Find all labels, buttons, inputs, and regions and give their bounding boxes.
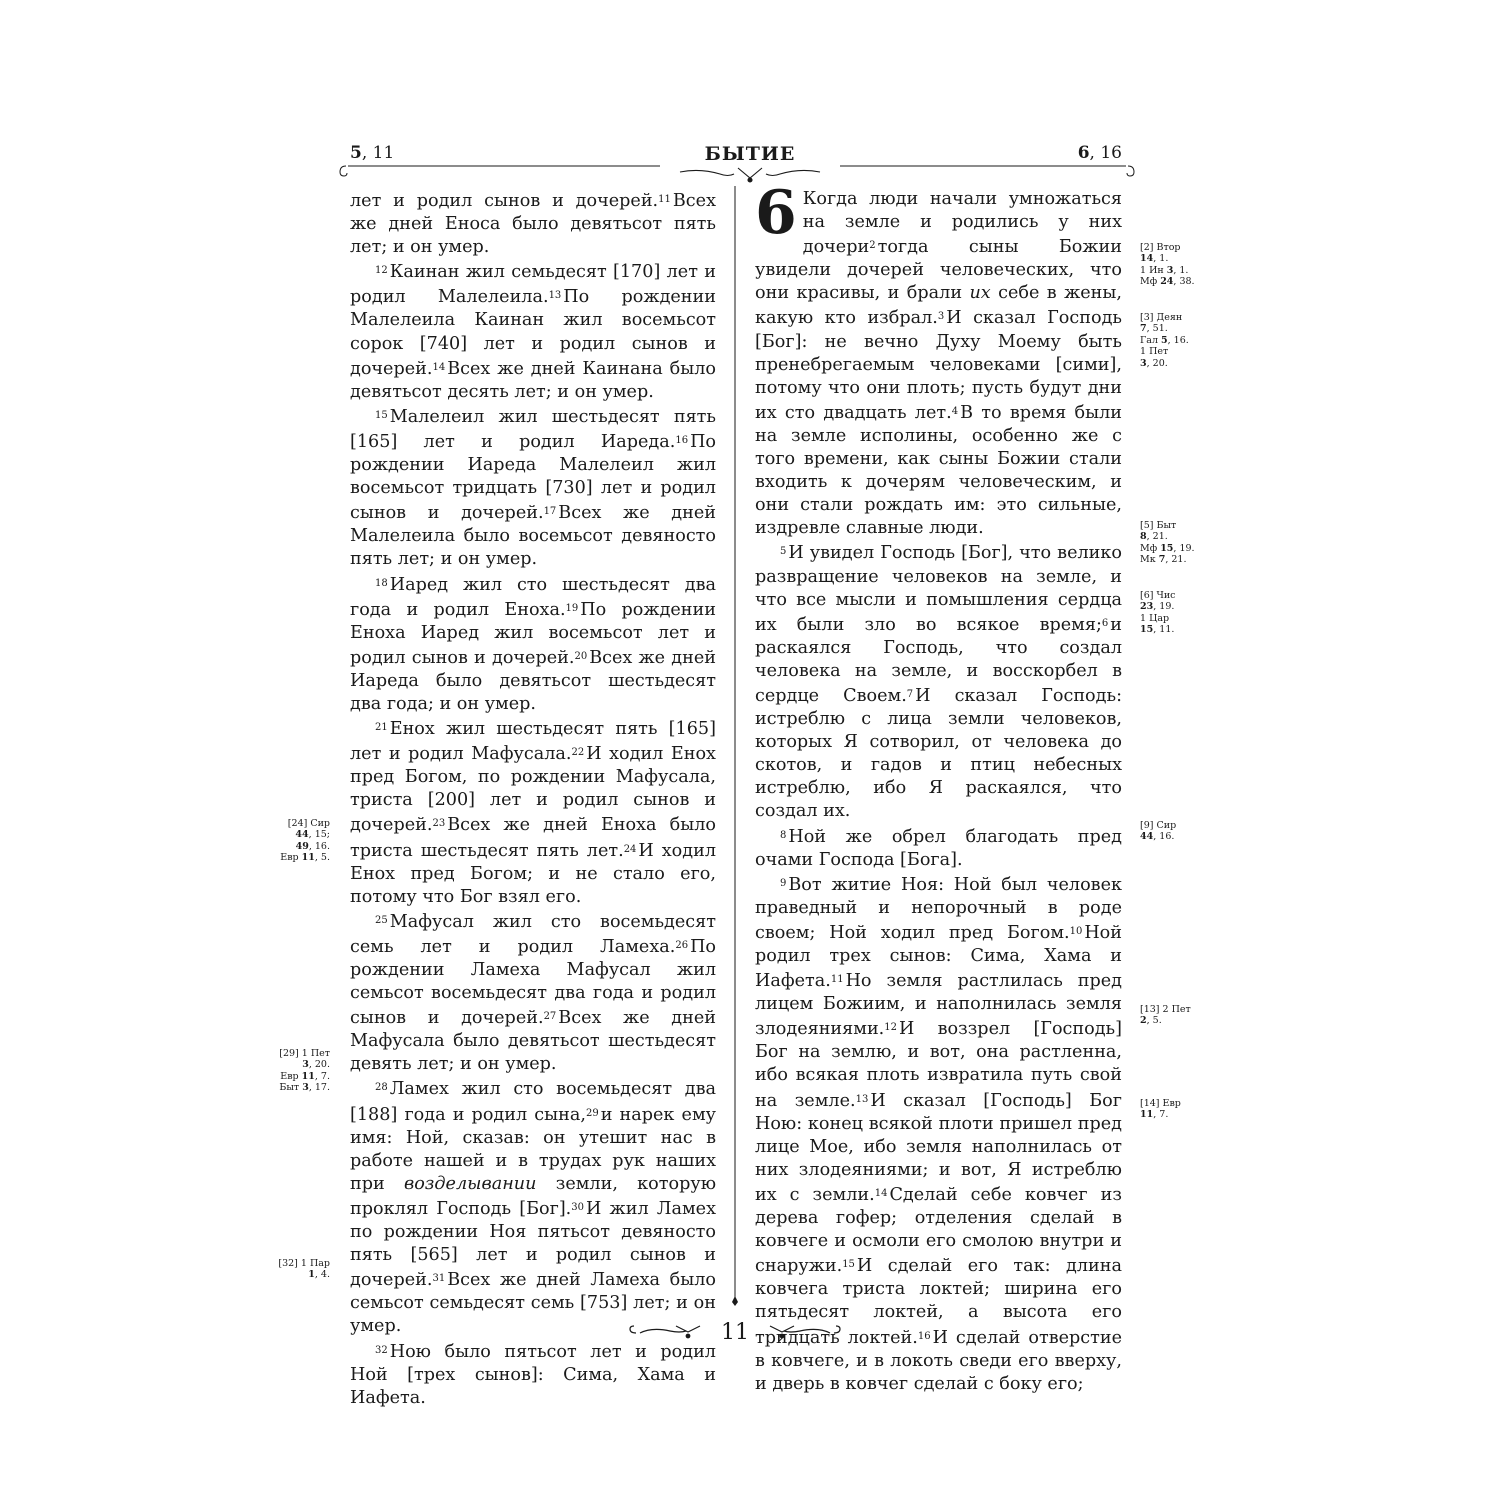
verse-paragraph bbox=[350, 188, 716, 259]
cross-reference-line bbox=[1140, 265, 1210, 276]
cross-reference-text: [6] Чис bbox=[1140, 590, 1176, 601]
cross-reference-chapter: 7 bbox=[1158, 554, 1166, 566]
cross-reference-text: , 11. bbox=[1153, 624, 1175, 636]
cross-reference-text: Мк bbox=[1140, 554, 1159, 566]
verse-text: и раскаялся Господь, что создал человека на земле, и восскорбел в сердце Своем. bbox=[755, 614, 1122, 706]
verse-text: Сделай себе ковчег из дерева гофер; отделения сделай в ковчеге и осмоли его смолою внутри и снаружи. bbox=[755, 1184, 1122, 1277]
page-number: 11 bbox=[721, 1320, 749, 1345]
cross-reference-line bbox=[1140, 613, 1210, 624]
cross-reference-line bbox=[1140, 242, 1210, 253]
cross-reference-line bbox=[1140, 820, 1210, 831]
verse-text: Енох жил шестьдесят пять [165] лет и родил Мафусала. bbox=[350, 719, 716, 765]
cross-reference-line bbox=[1140, 276, 1210, 287]
verse-number: 27 bbox=[543, 1011, 557, 1023]
verse-text: Всех же дней Мафусала было девятьсот шестьдесят девять лет; и он умер. bbox=[350, 1008, 716, 1075]
cross-reference-line bbox=[1140, 601, 1210, 612]
cross-reference-chapter: 3 bbox=[1166, 264, 1174, 276]
verse-paragraph bbox=[755, 540, 1122, 823]
cross-reference-chapter: 49 bbox=[295, 840, 309, 852]
cross-reference bbox=[260, 818, 330, 864]
verse-text: По рождении Малелеила Каинан жил восемьсот сорок [740] лет и родил сынов и дочерей. bbox=[350, 287, 716, 379]
header-rule bbox=[340, 166, 1134, 176]
cross-reference-text: , 16. bbox=[1167, 334, 1189, 346]
cross-reference-chapter: 23 bbox=[1140, 601, 1154, 613]
verse-number: 16 bbox=[917, 1330, 931, 1342]
verse-text: Когда люди начали умножаться на земле и родились у них дочери bbox=[802, 189, 1122, 258]
verse-text: Всех же дней Еноса было девятьсот пять лет; и он умер. bbox=[350, 191, 716, 258]
verse-number: 25 bbox=[375, 914, 388, 926]
cross-reference-line bbox=[1140, 358, 1210, 369]
cross-reference-line bbox=[1140, 531, 1210, 542]
cross-reference-chapter: 11 bbox=[1140, 1109, 1154, 1121]
cross-reference-text: [14] Евр bbox=[1140, 1098, 1181, 1109]
cross-reference bbox=[1140, 1098, 1210, 1121]
verse-text: И увидел Господь [Бог], что велико развращение человеков на земле, и что все мысли и помышления сердца их были зло во всякое время; bbox=[755, 543, 1122, 635]
verse-number: 12 bbox=[375, 265, 388, 277]
verse-text: Каинан жил семьдесят [170] лет и родил Малелеила. bbox=[350, 262, 716, 308]
cross-reference-line bbox=[1140, 520, 1210, 531]
verse-text: Ной родил трех сынов: Сима, Хама и Иафета. bbox=[755, 922, 1122, 992]
verse-text: Всех же дней Еноха было триста шестьдесят пять лет. bbox=[350, 815, 716, 861]
italic-text: их bbox=[969, 283, 991, 304]
verse-number: 19 bbox=[565, 602, 579, 614]
verse-number: 18 bbox=[375, 577, 388, 589]
cross-reference-text: , 16. bbox=[1153, 831, 1175, 843]
text-column-left bbox=[350, 188, 716, 1410]
cross-reference bbox=[260, 1048, 330, 1094]
cross-reference-line bbox=[1140, 323, 1210, 334]
cross-reference-line bbox=[260, 841, 330, 852]
cross-reference-line bbox=[260, 852, 330, 863]
verse-number: 14 bbox=[432, 361, 446, 373]
verse-text: Ной же обрел благодать пред очами Господа [Бога]. bbox=[755, 826, 1122, 870]
verse-paragraph bbox=[350, 716, 716, 909]
verse-number: 2 bbox=[869, 240, 876, 252]
verse-number: 29 bbox=[585, 1107, 599, 1119]
verse-number: 14 bbox=[874, 1187, 888, 1199]
verse-number: 15 bbox=[842, 1259, 855, 1271]
cross-reference bbox=[1140, 312, 1210, 369]
verse-number: 24 bbox=[623, 843, 637, 855]
cross-reference-text: , 19. bbox=[1173, 542, 1195, 554]
cross-reference-text: [24] Сир bbox=[287, 818, 330, 829]
cross-reference bbox=[1140, 242, 1210, 288]
cross-reference-line bbox=[1140, 554, 1210, 565]
running-head-left-chapter: 5 bbox=[350, 143, 362, 163]
verse-number: 7 bbox=[906, 688, 914, 700]
verse-text: И воззрел [Господь] Бог на землю, и вот, она растленна, ибо всякая плоть извратила путь свой на земле. bbox=[755, 1019, 1122, 1111]
verse-number: 11 bbox=[658, 194, 671, 205]
verse-text: В то время были на земле исполины, особенно же с того времени, как сыны Божии стали входить к дочерям человеческим, и они стали рождать им: это сильные, издревле славные люди. bbox=[755, 402, 1122, 539]
cross-reference-chapter: 3 bbox=[302, 1059, 309, 1071]
verse-paragraph bbox=[755, 178, 1123, 540]
cross-reference-line bbox=[1140, 831, 1210, 842]
cross-reference-line bbox=[260, 829, 330, 840]
verse-text: И сказал Господь: истреблю с лица земли человеков, которых Я сотворил, от человека до скотов, и гадов и птиц небесных истреблю, ибо Я раскаялся, что создал их. bbox=[755, 685, 1122, 822]
verse-paragraph bbox=[350, 1076, 716, 1338]
cross-reference-chapter: 7 bbox=[1140, 323, 1147, 335]
cross-reference-text: , 1. bbox=[1173, 264, 1189, 276]
cross-reference-line bbox=[1140, 543, 1210, 554]
verse-text: И сделай его так: длина ковчега триста локтей; ширина его пятьдесят локтей, а высота его тридцать локтей. bbox=[755, 1256, 1122, 1348]
cross-reference-chapter: 3 bbox=[302, 1082, 309, 1094]
cross-reference-text: , 17. bbox=[308, 1082, 330, 1094]
cross-reference-chapter: 15 bbox=[1160, 542, 1174, 554]
verse-paragraph bbox=[350, 1339, 716, 1410]
verse-paragraph bbox=[350, 572, 716, 717]
cross-reference-chapter: 8 bbox=[1140, 531, 1147, 543]
cross-reference-text: , 38. bbox=[1173, 276, 1195, 288]
verse-text: По рождении Иареда Малелеил жил восемьсот тридцать [730] лет и родил сынов и дочерей. bbox=[350, 431, 716, 524]
cross-reference-text: , 5. bbox=[1146, 1015, 1162, 1027]
cross-reference-text: , 20. bbox=[1146, 357, 1168, 369]
verse-text: земли, которую проклял Господь [Бог]. bbox=[350, 1173, 717, 1219]
cross-reference bbox=[1140, 820, 1210, 843]
verse-number: 4 bbox=[951, 405, 959, 417]
cross-reference-text: 1 Цар bbox=[1140, 612, 1170, 624]
verse-number: 15 bbox=[375, 409, 388, 421]
verse-text: Всех же дней Ламеха было семьсот семьдесят семь [753] лет; и он умер. bbox=[350, 1270, 716, 1337]
verse-number: 26 bbox=[675, 939, 689, 951]
verse-text: Всех же дней Каинана было девятьсот десять лет; и он умер. bbox=[350, 358, 716, 402]
verse-paragraph bbox=[755, 824, 1122, 872]
running-head-left: 5, 11 bbox=[350, 143, 395, 163]
cross-reference-text: , 4. bbox=[314, 1269, 330, 1281]
verse-text: По рождении Еноха Иаред жил восемьсот лет и родил сынов и дочерей. bbox=[350, 599, 716, 668]
verse-text: лет и родил сынов и дочерей. bbox=[350, 191, 659, 211]
divider-end-ornament bbox=[732, 1296, 738, 1306]
cross-reference-text: , 51. bbox=[1146, 323, 1168, 335]
verse-paragraph bbox=[350, 259, 716, 404]
verse-text: И сказал Господь [Бог]: не вечно Духу Моему быть пренебрегаемым человеками [сими], потому что они плоть; пусть будут дни их сто двадцать лет. bbox=[755, 308, 1122, 423]
verse-number: 22 bbox=[571, 747, 585, 759]
verse-number: 16 bbox=[675, 434, 689, 446]
verse-text: И ходил Енох пред Богом, по рождении Мафусала, триста [200] лет и родил сынов и дочерей. bbox=[350, 744, 716, 836]
cross-reference-text: [29] 1 Пет bbox=[279, 1048, 330, 1059]
cross-reference bbox=[1140, 1004, 1210, 1027]
verse-text: себе в жены, какую кто избрал. bbox=[755, 283, 1123, 329]
verse-text: И сделай отверстие в ковчеге, и в локоть сведи его вверху, и дверь в ковчег сделай с боку его; bbox=[755, 1327, 1122, 1394]
verse-number: 13 bbox=[548, 290, 562, 302]
verse-number: 30 bbox=[571, 1201, 585, 1213]
verse-number: 5 bbox=[780, 546, 787, 558]
cross-reference-line bbox=[1140, 624, 1210, 635]
verse-number: 10 bbox=[1069, 925, 1083, 937]
cross-reference-text: , 19. bbox=[1153, 601, 1175, 613]
verse-number: 23 bbox=[432, 818, 446, 830]
verse-number: 8 bbox=[780, 829, 787, 841]
cross-reference-chapter: 11 bbox=[301, 852, 315, 864]
cross-reference-text: [5] Быт bbox=[1140, 520, 1177, 531]
running-head-right-verse: 16 bbox=[1100, 143, 1122, 163]
cross-reference-line bbox=[260, 1258, 330, 1269]
cross-reference-text: Быт bbox=[279, 1082, 303, 1094]
verse-text: По рождении Ламеха Мафусал жил семьсот восемьдесят два года и родил сынов и дочерей. bbox=[350, 936, 716, 1029]
cross-reference-text: Евр bbox=[280, 852, 302, 864]
cross-reference-text: , 20. bbox=[308, 1059, 330, 1071]
cross-reference-text: Гал bbox=[1140, 334, 1162, 346]
cross-reference-text: 1 Ин bbox=[1140, 264, 1167, 276]
verse-number: 20 bbox=[574, 650, 588, 662]
cross-reference-text: , 7. bbox=[314, 1070, 330, 1082]
verse-text: Всех же дней Иареда было девятьсот шестьдесят два года; и он умер. bbox=[350, 647, 716, 714]
cross-reference-text: , 1. bbox=[1153, 253, 1169, 265]
cross-reference-text: [9] Сир bbox=[1140, 820, 1177, 831]
verse-text: Ною было пятьсот лет и родил Ной [трех сынов]: Сима, Хама и Иафета. bbox=[350, 1341, 716, 1408]
verse-number: 21 bbox=[375, 722, 388, 734]
verse-text: И ходил Енох пред Богом; и не стало его, потому что Бог взял его. bbox=[350, 840, 717, 907]
cross-reference bbox=[1140, 520, 1210, 566]
cross-reference-text: Евр bbox=[280, 1070, 302, 1082]
cross-reference-line bbox=[1140, 335, 1210, 346]
header-flourish bbox=[680, 168, 820, 182]
cross-reference-chapter: 5 bbox=[1161, 334, 1168, 346]
verse-number: 17 bbox=[543, 506, 557, 518]
cross-reference-text: , 21. bbox=[1146, 531, 1168, 543]
verse-number: 3 bbox=[937, 311, 945, 323]
cross-reference-line bbox=[1140, 312, 1210, 323]
book-title: БЫТИЕ bbox=[704, 143, 796, 165]
verse-text: Иаред жил сто шестьдесят два года и родил Еноха. bbox=[350, 574, 716, 620]
cross-reference-text: , 16. bbox=[308, 840, 330, 852]
verse-number: 6 bbox=[1101, 617, 1109, 629]
cross-reference-chapter: 24 bbox=[1160, 276, 1174, 288]
verse-paragraph bbox=[350, 909, 716, 1077]
running-head-right: 6, 16 bbox=[1077, 143, 1122, 163]
cross-reference-text: , 5. bbox=[314, 852, 330, 864]
verse-paragraph bbox=[350, 404, 716, 572]
cross-reference-text: Мф bbox=[1140, 276, 1161, 288]
cross-reference-line bbox=[1140, 253, 1210, 264]
verse-number: 31 bbox=[432, 1273, 446, 1285]
verse-text: Малелеил жил шестьдесят пять [165] лет и родил Иареда. bbox=[350, 406, 716, 452]
verse-text: Но земля растлилась пред лицем Божиим, и наполнилась земля злодеяниями. bbox=[755, 971, 1122, 1040]
cross-reference-chapter: 1 bbox=[308, 1269, 315, 1281]
italic-text: возделывании bbox=[403, 1173, 537, 1194]
cross-reference-chapter: 44 bbox=[295, 829, 309, 841]
cross-reference-text: , 21. bbox=[1165, 554, 1187, 566]
cross-reference-chapter: 15 bbox=[1140, 624, 1154, 636]
verse-text: Ламех жил сто восемьдесят два [188] года и родил сына, bbox=[350, 1079, 716, 1125]
cross-reference-chapter: 14 bbox=[1140, 253, 1154, 265]
cross-reference bbox=[1140, 590, 1210, 636]
cross-reference-line bbox=[260, 1048, 330, 1059]
cross-reference-line bbox=[260, 1071, 330, 1082]
running-head-right-chapter: 6 bbox=[1077, 143, 1090, 163]
verse-text: Мафусал жил сто восемьдесят семь лет и родил Ламеха. bbox=[350, 911, 716, 957]
cross-reference-text: , 15; bbox=[308, 829, 330, 841]
verse-text: И сказал [Господь] Бог Ною: конец всякой плоти пришел пред лице Мое, ибо земля наполнилась от них злодеяниями; и вот, Я истреблю их с земли. bbox=[755, 1090, 1122, 1205]
cross-reference-text: 1 Пет bbox=[1140, 346, 1169, 358]
verse-number: 32 bbox=[375, 1344, 388, 1356]
cross-reference-line bbox=[1140, 1098, 1210, 1109]
cross-reference-line bbox=[1140, 1015, 1210, 1026]
cross-reference-text: Мф bbox=[1140, 542, 1161, 554]
cross-reference-line bbox=[260, 1082, 330, 1093]
chapter-number: 6 bbox=[755, 178, 797, 248]
verse-text: и нарек ему имя: Ной, сказав: он утешит нас в работе нашей и в трудах рук наших при bbox=[350, 1104, 717, 1194]
cross-reference bbox=[260, 1258, 330, 1281]
cross-reference-text: , 7. bbox=[1153, 1109, 1169, 1121]
cross-reference-text: [2] Втор bbox=[1140, 242, 1181, 253]
cross-reference-chapter: 3 bbox=[1140, 357, 1147, 369]
cross-reference-line bbox=[260, 1059, 330, 1070]
verse-text: Вот житие Ноя: Ной был человек праведный и непорочный в роде своем; Ной ходил пред Богом. bbox=[755, 874, 1122, 943]
cross-reference-text: [13] 2 Пет bbox=[1140, 1004, 1191, 1015]
cross-reference-chapter: 2 bbox=[1140, 1015, 1147, 1027]
verse-number: 28 bbox=[375, 1082, 388, 1094]
text-column-right bbox=[755, 178, 1123, 1396]
verse-number: 13 bbox=[855, 1093, 869, 1105]
verse-text: Всех же дней Малелеила было восемьсот девяносто пять лет; и он умер. bbox=[350, 503, 716, 570]
cross-reference-line bbox=[1140, 1004, 1210, 1015]
cross-reference-line bbox=[260, 1269, 330, 1280]
cross-reference-text: [3] Деян bbox=[1140, 312, 1183, 323]
verse-text: тогда сыны Божии увидели дочерей человеческих, что они красивы, и брали bbox=[755, 237, 1122, 304]
cross-reference-chapter: 44 bbox=[1140, 831, 1154, 843]
cross-reference-line bbox=[1140, 346, 1210, 357]
verse-paragraph bbox=[755, 872, 1122, 1396]
cross-reference-line bbox=[1140, 1109, 1210, 1120]
cross-reference-line bbox=[260, 818, 330, 829]
verse-number: 9 bbox=[780, 877, 787, 889]
verse-text: И жил Ламех по рождении Ноя пятьсот девяносто пять [565] лет и родил сынов и дочерей. bbox=[350, 1198, 716, 1291]
cross-reference-chapter: 11 bbox=[301, 1070, 315, 1082]
verse-number: 11 bbox=[830, 974, 844, 986]
cross-reference-text: [32] 1 Пар bbox=[278, 1258, 330, 1269]
verse-number: 12 bbox=[884, 1022, 897, 1034]
cross-reference-line bbox=[1140, 590, 1210, 601]
running-head-left-verse: 11 bbox=[372, 143, 395, 163]
